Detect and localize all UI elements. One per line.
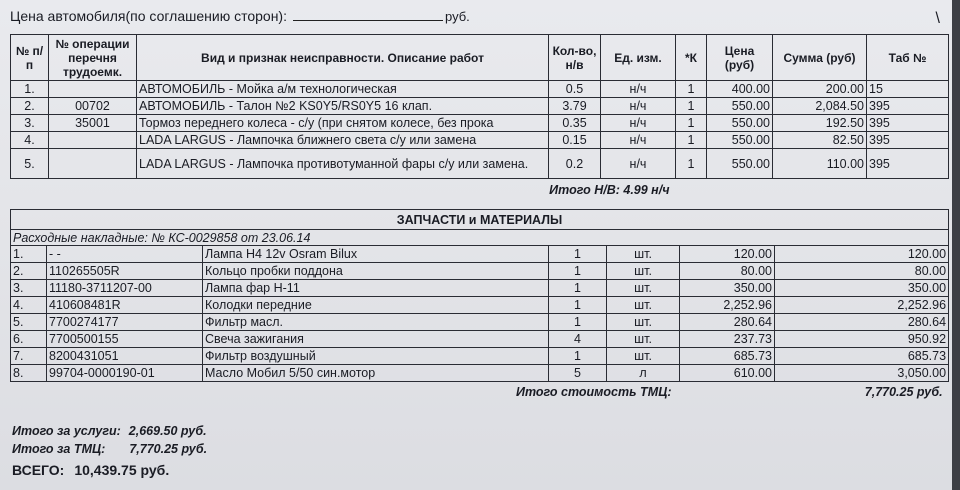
car-price-line — [10, 6, 470, 26]
service-desc: LADA LARGUS - Лампочка ближнего света с/у или замена — [137, 132, 549, 149]
parts-invoice-row — [11, 230, 949, 246]
service-sum: 2,084.50 — [773, 98, 867, 115]
part-row — [11, 365, 949, 382]
col-unit: Ед. изм. — [601, 35, 676, 81]
service-tab: 15 — [867, 81, 949, 98]
col-price: Цена (руб) — [707, 35, 773, 81]
service-price: 400.00 — [707, 81, 773, 98]
service-tab: 395 — [867, 115, 949, 132]
service-row — [11, 149, 949, 179]
service-n: 4. — [11, 132, 49, 149]
part-code: 110265505R — [47, 263, 203, 280]
parts-section-row — [11, 210, 949, 230]
part-sum: 3,050.00 — [775, 365, 949, 382]
goods-summary-label: Итого за ТМЦ: — [12, 442, 106, 456]
part-row — [11, 297, 949, 314]
part-n: 2. — [11, 263, 47, 280]
part-price: 610.00 — [680, 365, 775, 382]
service-price: 550.00 — [707, 132, 773, 149]
parts-table — [10, 209, 949, 402]
parts-total-row — [11, 382, 949, 402]
part-sum: 685.73 — [775, 348, 949, 365]
service-price: 550.00 — [707, 98, 773, 115]
part-unit: шт. — [607, 263, 680, 280]
part-sum: 350.00 — [775, 280, 949, 297]
parts-total-label: Итого стоимость ТМЦ: — [11, 382, 680, 402]
part-unit: шт. — [607, 331, 680, 348]
part-price: 120.00 — [680, 246, 775, 263]
service-sum: 192.50 — [773, 115, 867, 132]
service-row — [11, 98, 949, 115]
service-tab: 395 — [867, 149, 949, 179]
parts-total-value: 7,770.25 руб. — [680, 382, 949, 402]
service-tab: 395 — [867, 132, 949, 149]
part-price: 280.64 — [680, 314, 775, 331]
part-n: 1. — [11, 246, 47, 263]
service-op: 00702 — [49, 98, 137, 115]
col-sum: Сумма (руб) — [773, 35, 867, 81]
part-sum: 280.64 — [775, 314, 949, 331]
service-desc: АВТОМОБИЛЬ - Мойка а/м технологическая — [137, 81, 549, 98]
part-unit: л — [607, 365, 680, 382]
services-summary-value: 2,669.50 руб. — [128, 424, 207, 438]
grand-total — [12, 462, 169, 478]
service-op — [49, 81, 137, 98]
col-tab-number: Таб № — [867, 35, 949, 81]
service-qty: 3.79 — [549, 98, 601, 115]
col-quantity: Кол-во, н/в — [549, 35, 601, 81]
part-n: 6. — [11, 331, 47, 348]
part-code: 7700500155 — [47, 331, 203, 348]
service-sum: 110.00 — [773, 149, 867, 179]
part-price: 685.73 — [680, 348, 775, 365]
service-qty: 0.35 — [549, 115, 601, 132]
service-row — [11, 132, 949, 149]
part-name: Фильтр воздушный — [203, 348, 549, 365]
part-code: 99704-0000190-01 — [47, 365, 203, 382]
part-name: Лампа H4 12v Osram Bilux — [203, 246, 549, 263]
part-sum: 80.00 — [775, 263, 949, 280]
service-qty: 0.2 — [549, 149, 601, 179]
parts-invoice: Расходные накладные: № КС-0029858 от 23.06.14 — [11, 230, 949, 246]
part-qty: 1 — [549, 297, 607, 314]
part-price: 350.00 — [680, 280, 775, 297]
service-k: 1 — [676, 115, 707, 132]
part-qty: 1 — [549, 246, 607, 263]
services-table — [10, 34, 949, 201]
service-desc: АВТОМОБИЛЬ - Талон №2 KS0Y5/RS0Y5 16 клап. — [137, 98, 549, 115]
part-unit: шт. — [607, 246, 680, 263]
car-price-blank — [293, 6, 443, 21]
part-n: 5. — [11, 314, 47, 331]
service-desc: Тормоз переднего колеса - с/у (при снятом колесе, без прока — [137, 115, 549, 132]
services-total-row — [11, 179, 949, 201]
service-n: 3. — [11, 115, 49, 132]
part-row — [11, 246, 949, 263]
service-op — [49, 149, 137, 179]
part-price: 2,252.96 — [680, 297, 775, 314]
services-total: Итого Н/В: 4.99 н/ч — [549, 182, 670, 197]
part-row — [11, 331, 949, 348]
col-number: № п/п — [11, 35, 49, 81]
part-qty: 1 — [549, 280, 607, 297]
part-code: 8200431051 — [47, 348, 203, 365]
part-name: Масло Мобил 5/50 син.мотор — [203, 365, 549, 382]
part-unit: шт. — [607, 314, 680, 331]
part-code: 410608481R — [47, 297, 203, 314]
parts-section-title: ЗАПЧАСТИ и МАТЕРИАЛЫ — [11, 210, 949, 230]
part-price: 237.73 — [680, 331, 775, 348]
part-unit: шт. — [607, 280, 680, 297]
part-row — [11, 263, 949, 280]
part-sum: 120.00 — [775, 246, 949, 263]
service-price: 550.00 — [707, 149, 773, 179]
goods-summary-value: 7,770.25 руб. — [129, 442, 208, 456]
part-n: 4. — [11, 297, 47, 314]
grand-total-value: 10,439.75 руб. — [74, 462, 170, 478]
service-desc: LADA LARGUS - Лампочка противотуманной фары с/у или замена. — [137, 149, 549, 179]
part-unit: шт. — [607, 348, 680, 365]
col-description: Вид и признак неисправности. Описание работ — [137, 35, 549, 81]
part-name: Фильтр масл. — [203, 314, 549, 331]
part-n: 7. — [11, 348, 47, 365]
service-price: 550.00 — [707, 115, 773, 132]
part-n: 8. — [11, 365, 47, 382]
service-unit: н/ч — [601, 132, 676, 149]
services-summary-label: Итого за услуги: — [12, 424, 121, 438]
service-unit: н/ч — [601, 98, 676, 115]
part-name: Колодки передние — [203, 297, 549, 314]
part-qty: 4 — [549, 331, 607, 348]
service-unit: н/ч — [601, 149, 676, 179]
service-op — [49, 132, 137, 149]
part-row — [11, 280, 949, 297]
service-k: 1 — [676, 98, 707, 115]
part-n: 3. — [11, 280, 47, 297]
part-name: Кольцо пробки поддона — [203, 263, 549, 280]
service-sum: 200.00 — [773, 81, 867, 98]
part-code: 7700274177 — [47, 314, 203, 331]
part-sum: 950.92 — [775, 331, 949, 348]
service-qty: 0.15 — [549, 132, 601, 149]
service-n: 1. — [11, 81, 49, 98]
service-n: 5. — [11, 149, 49, 179]
part-sum: 2,252.96 — [775, 297, 949, 314]
service-k: 1 — [676, 132, 707, 149]
service-qty: 0.5 — [549, 81, 601, 98]
service-k: 1 — [676, 81, 707, 98]
service-unit: н/ч — [601, 81, 676, 98]
part-code: - - — [47, 246, 203, 263]
part-code: 11180-3711207-00 — [47, 280, 203, 297]
service-row — [11, 115, 949, 132]
col-coefficient: *К — [676, 35, 707, 81]
goods-summary — [12, 442, 207, 456]
col-operation: № операции перечня трудоемк. — [49, 35, 137, 81]
part-unit: шт. — [607, 297, 680, 314]
car-price-label: Цена автомобиля(по соглашению сторон): — [10, 8, 287, 24]
corner-mark: \ — [935, 10, 940, 27]
part-qty: 5 — [549, 365, 607, 382]
part-price: 80.00 — [680, 263, 775, 280]
part-qty: 1 — [549, 314, 607, 331]
service-row — [11, 81, 949, 98]
part-name: Свеча зажигания — [203, 331, 549, 348]
service-n: 2. — [11, 98, 49, 115]
grand-total-label: ВСЕГО: — [12, 462, 65, 478]
service-k: 1 — [676, 149, 707, 179]
service-op: 35001 — [49, 115, 137, 132]
services-summary — [12, 424, 207, 438]
part-row — [11, 314, 949, 331]
services-header-row — [11, 35, 949, 81]
service-tab: 395 — [867, 98, 949, 115]
car-price-unit: руб. — [444, 9, 470, 24]
part-qty: 1 — [549, 263, 607, 280]
part-row — [11, 348, 949, 365]
service-sum: 82.50 — [773, 132, 867, 149]
part-name: Лампа фар Н-11 — [203, 280, 549, 297]
service-unit: н/ч — [601, 115, 676, 132]
part-qty: 1 — [549, 348, 607, 365]
